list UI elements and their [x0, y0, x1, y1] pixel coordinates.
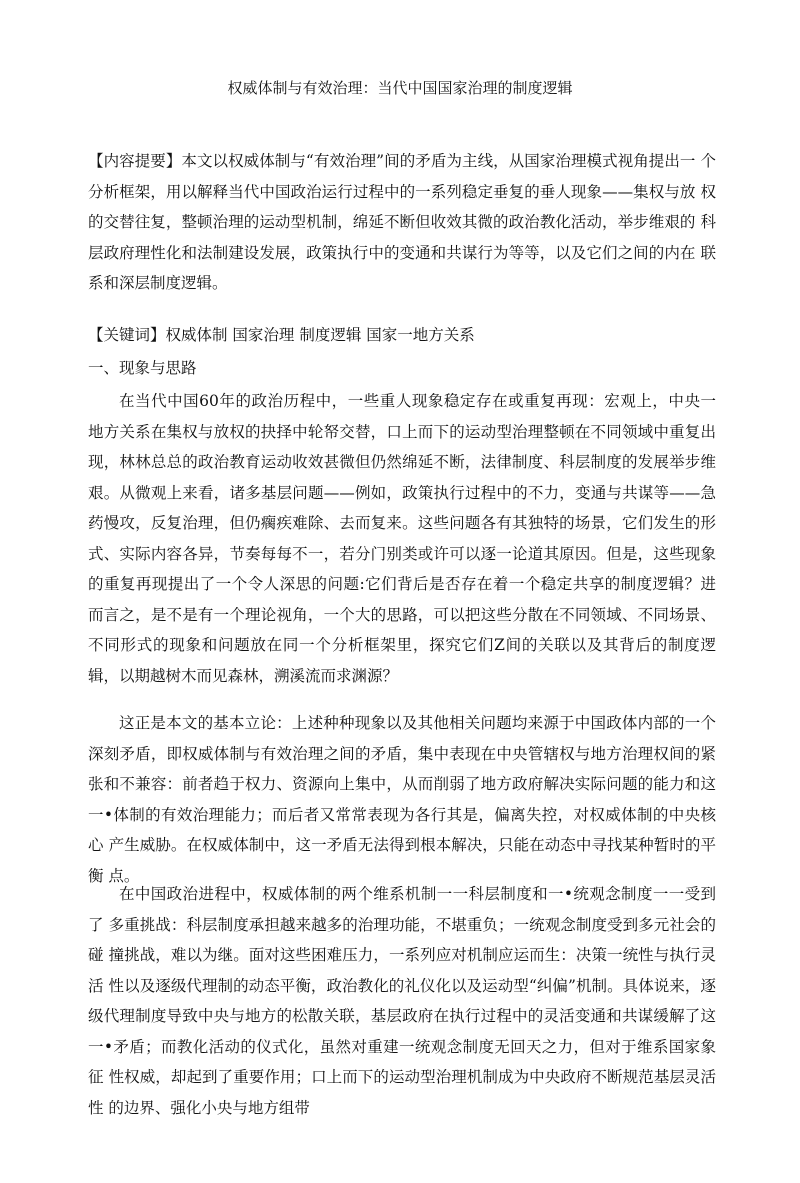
- abstract-paragraph: 【内容提要】本文以权威体制与“有效治理”间的矛盾为主线，从国家治理模式视角提出一 个分析框架，用以解释当代中国政治运行过程中的一系列稳定垂复的垂人现象——集权与放 权的交替往复，整顿治理的运动型机制，绵延不断但收效其微的政治教化活动，举步维艰的 科层政府理性化和法制建设发展，政策执行中的变通和共谋行为等等，以及它们之间的内在 联系和深层制度逻辑。: [88, 152, 716, 292]
- section-heading: 一、现象与思路: [88, 359, 197, 377]
- document-title: 权威体制与有效治理：当代中国国家治理的制度逻辑: [227, 79, 573, 97]
- body-paragraph: 这正是本文的基本立论：上述种种现象以及其他相关问题均来源于中国政体内部的一个 深刻矛盾，即权威体制与有效治理之间的矛盾，集中表现在中央管辖权与地方治理权间的紧 张和不兼容：前者趋于权力、资源向上集中，从而削弱了地方政府解决实际问题的能力和这 一•体制的有效治理能力；而后者又常常表现为各行其是，偏离失控，对权威体制的中央核心 产生威胁。在权威体制中，这一矛盾无法得到根本解决，只能在动态中寻找某种暂时的平衡 点。: [88, 714, 716, 885]
- keywords-line: 【关键词】权威体制 国家治理 制度逻辑 国家一地方关系: [88, 326, 475, 344]
- body-paragraph: 在中国政治进程中，权威体制的两个维系机制一一科层制度和一•统观念制度一一受到了 多重挑战：科层制度承担越来越多的治理功能，不堪重负；一统观念制度受到多元社会的碰 撞挑战，难以为继。面对这些困难压力，一系列应对机制应运而生：决策一统性与执行灵活 性以及逐级代理制的动态平衡，政治教化的礼仪化以及运动型“纠偏”机制。具体说来，逐 级代理制度导致中央与地方的松散关联，基层政府在执行过程中的灵活变通和共谋缓解了这 一•矛盾；而教化活动的仪式化，虽然对重建一统观念制度无回天之力，但对于维系国家象征 性权威，却起到了重要作用；口上而下的运动型治理机制成为中央政府不断规范基层灵活性 的边界、强化小央与地方组带: [88, 885, 716, 1117]
- body-paragraph: 在当代中国60年的政治历程中，一些重人现象稳定存在或重复再现：宏观上，中央一 地方关系在集权与放权的抉择中轮帑交替，口上而下的运动型治理整顿在不同领域中重复出 现，林林总总的政治教育运动收效甚微但仍然绵延不断，法律制度、科层制度的发展举步维 艰。从微观上来看，诸多基层问题——例如，政策执行过程中的不力，变通与共谋等——急 药慢攻，反复治理，但仍瘸疾难除、去而复来。这些问题各有其独特的场景，它们发生的形 式、实际内容各异，节奏每每不一，若分门别类或许可以逐一论道其原因。但是，这些现象 的重复再现提出了一个令人深思的问题:它们背后是否存在着一个稳定共享的制度逻辑？进 而言之，是不是有一个理论视角，一个大的思路，可以把这些分散在不同领域、不同场景、不同形式的现象和问题放在同一个分析框架里，探究它们Z间的关联以及其背后的制度逻 辑，以期越树木而见森林，溯溪流而求渊源？: [88, 392, 716, 685]
